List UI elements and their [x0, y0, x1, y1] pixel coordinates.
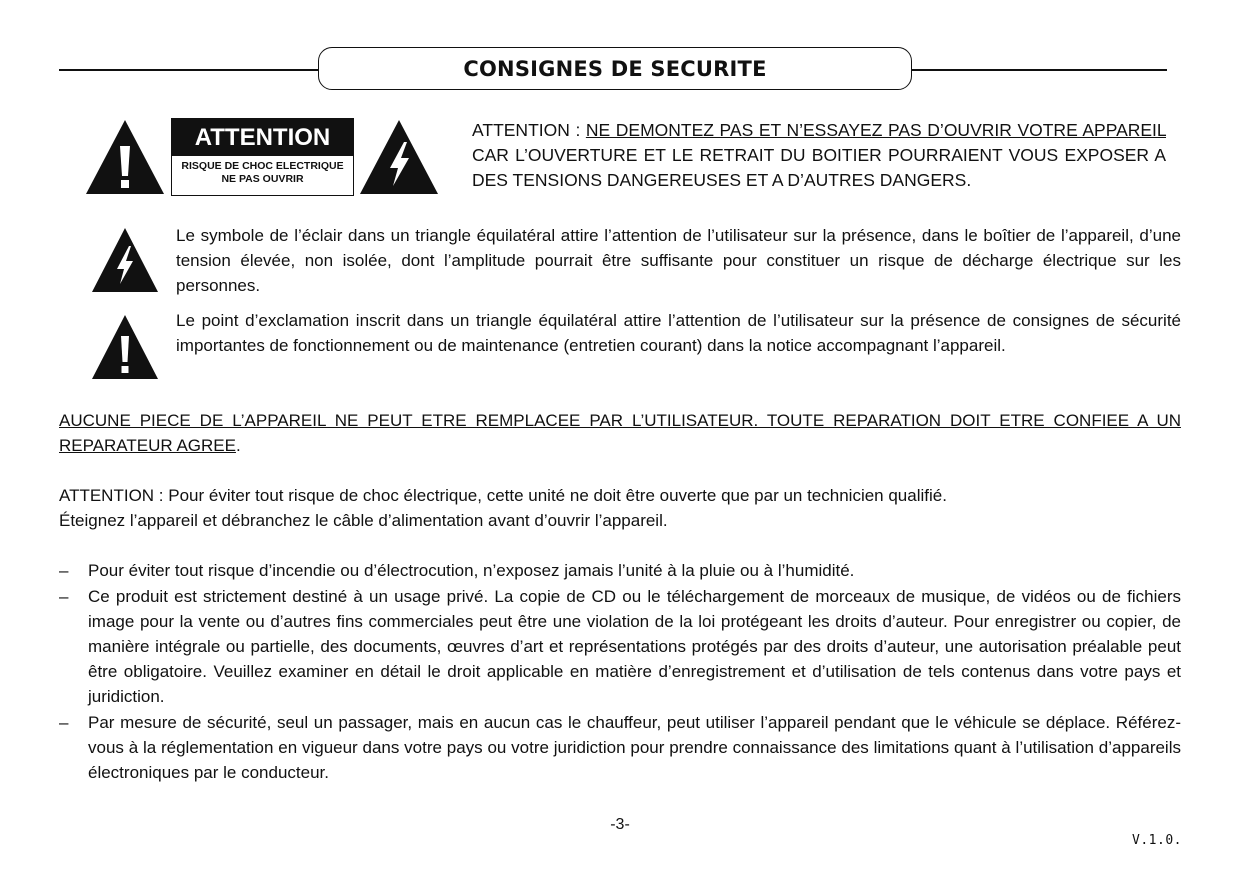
- exclamation-symbol-description: Le point d’exclamation inscrit dans un triangle équilatéral attire l’attention de l’utilisateur sur la présence de consignes de sécurité importantes de fonctionnement ou de maintenance (entretien courant) dans la notice accompagnant l’appareil.: [176, 311, 1181, 355]
- no-user-parts-notice: [59, 408, 1181, 458]
- lightning-triangle-icon: [358, 118, 440, 196]
- lightning-symbol-description: Le symbole de l’éclair dans un triangle équilatéral attire l’attention de l’utilisateur sur la présence, dans le boîtier de l’appareil, d’une tension élevée, non isolée, dont l’amplitude pourrait être suffisante pour constituer un risque de décharge électrique sur les personnes.: [176, 226, 1181, 295]
- page-title: CONSIGNES DE SECURITE: [463, 56, 767, 81]
- list-item-text: Pour éviter tout risque d’incendie ou d’électrocution, n’exposez jamais l’unité à la pluie ou à l’humidité.: [88, 561, 855, 580]
- warning-underlined: NE DEMONTEZ PAS ET N’ESSAYEZ PAS D’OUVRIR VOTRE APPAREIL: [585, 120, 1166, 140]
- page-number: -3-: [610, 816, 630, 833]
- attention-label-line1: RISQUE DE CHOC ELECTRIQUE: [181, 160, 344, 172]
- no-user-parts-end: .: [235, 436, 241, 455]
- attention-label-heading: ATTENTION: [172, 119, 353, 156]
- header-rule-left: [59, 69, 319, 71]
- attention-paragraph: [59, 483, 1181, 533]
- attention-line1-text: : Pour éviter tout risque de choc électrique, cette unité ne doit être ouverte que par un technicien qualifié.: [154, 486, 947, 505]
- list-item: [59, 710, 1181, 785]
- no-user-parts-text: AUCUNE PIECE DE L’APPAREIL NE PEUT ETRE REMPLACEE PAR L’UTILISATEUR. TOUTE REPARATION DOIT ETRE CONFIEE A UN REPARATEUR AGREE: [59, 411, 1181, 455]
- attention-warning-label: [171, 118, 354, 196]
- list-item-text: Par mesure de sécurité, seul un passager, mais en aucun cas le chauffeur, peut utiliser l’appareil pendant que le véhicule se déplace. Référez-vous à la réglementation en vigueur dans votre pays ou votre juridiction pour prendre connaissance des limitations quant à l’utilisation d’appareils électroniques par le conducteur.: [88, 713, 1181, 782]
- exclamation-triangle-icon: [84, 118, 166, 196]
- warning-rest: CAR L’OUVERTURE ET LE RETRAIT DU BOITIER POURRAIENT VOUS EXPOSER A DES TENSIONS DANGEREUSES ET A D’AUTRES DANGERS.: [472, 145, 1166, 190]
- safety-bullet-list: [59, 558, 1181, 786]
- warning-text: [472, 118, 1166, 193]
- attention-line1: [59, 483, 1181, 508]
- attention-label-subtext: [172, 156, 353, 186]
- list-item: [59, 584, 1181, 709]
- header-rule-right: [911, 69, 1167, 71]
- attention-label: ATTENTION: [59, 486, 155, 505]
- exclamation-triangle-icon: [90, 313, 160, 381]
- dash-bullet: –: [59, 713, 69, 732]
- dash-bullet: –: [59, 587, 69, 606]
- warning-prefix: ATTENTION :: [472, 120, 586, 140]
- attention-label-line2: NE PAS OUVRIR: [221, 173, 304, 185]
- attention-line2: Éteignez l’appareil et débranchez le câble d’alimentation avant d’ouvrir l’appareil.: [59, 511, 668, 530]
- list-item-text: Ce produit est strictement destiné à un usage privé. La copie de CD ou le téléchargement de morceaux de musique, de vidéos ou de fichiers image pour la vente ou d’autres fins commerciales peut être une violation de la loi protégeant les droits d’auteur. Pour enregistrer ou copier, de manière intégrale ou partielle, des documents, œuvres d’art et représentations protégés par des droits d’auteur, une autorisation préalable peut être obligatoire. Veuillez examiner en détail le droit applicable en matière d’enregistrement et d’utilisation de tels contenus dans votre pays et juridiction.: [88, 587, 1181, 706]
- version-label: V.1.0.: [1132, 833, 1182, 848]
- lightning-triangle-icon: [90, 226, 160, 294]
- list-item: [59, 558, 1181, 583]
- dash-bullet: –: [59, 561, 69, 580]
- page-title-box: [318, 47, 912, 90]
